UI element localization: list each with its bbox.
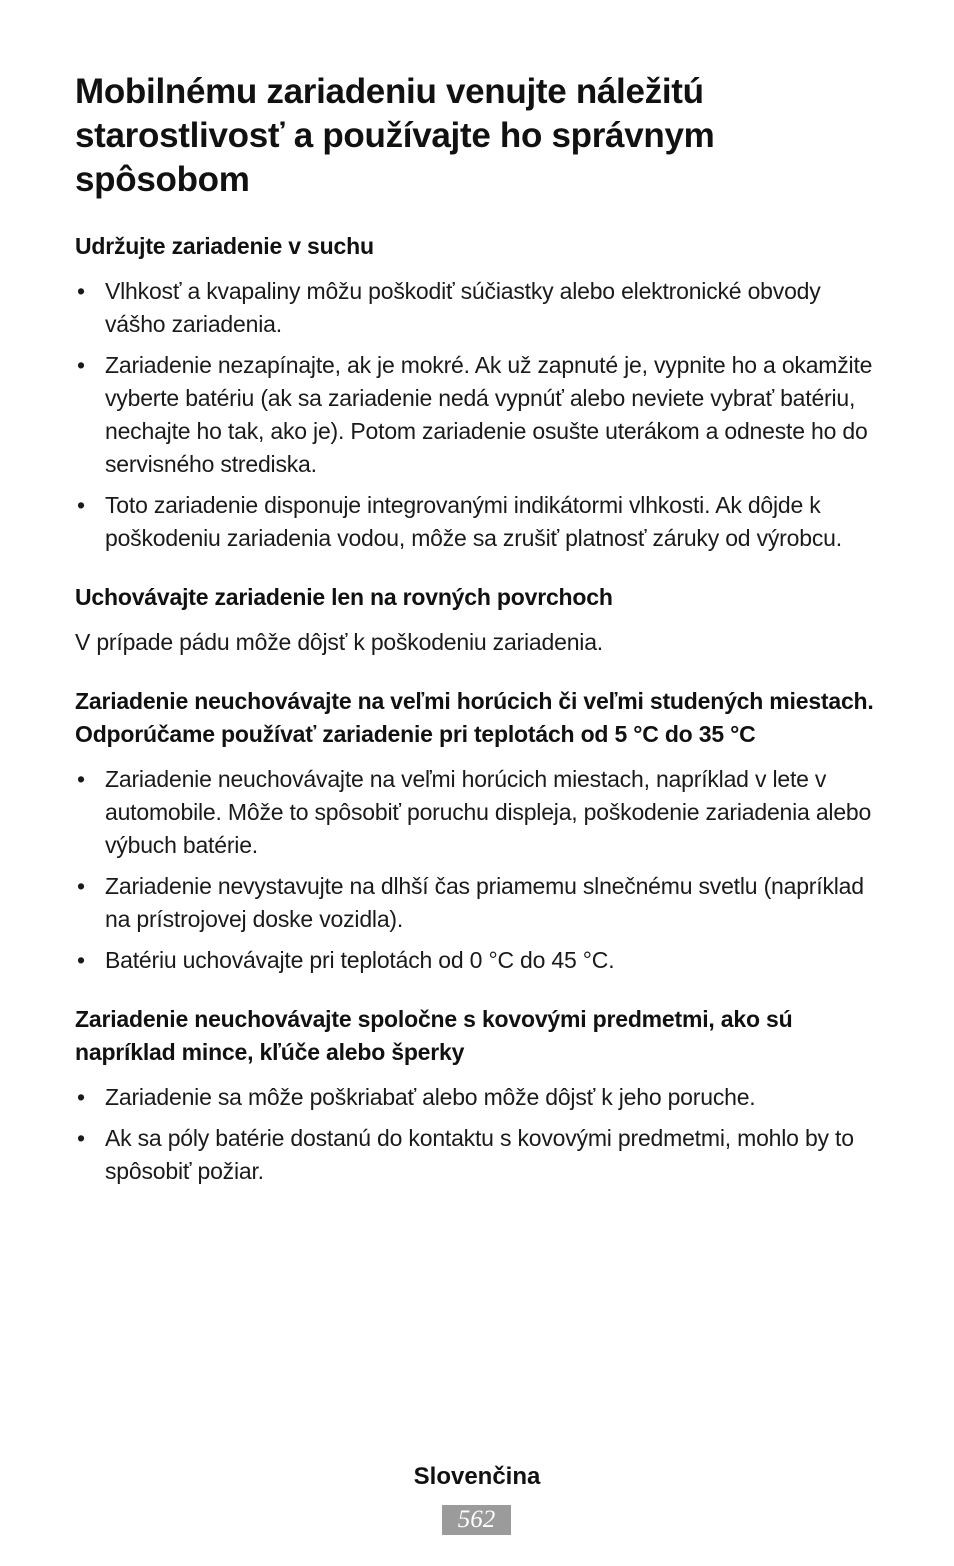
footer-language: Slovenčina xyxy=(413,1463,541,1490)
bullet-icon: • xyxy=(77,278,85,304)
list-item-text: Zariadenie nezapínajte, ak je mokré. Ak už zapnuté je, vypnite ho a okamžite vyberte batériu (ak sa zariadenie nedá vypnúť alebo neviete vybrať batériu, nechajte ho tak, ako je). Potom zariadenie osušte uterákom a odneste ho do servisného strediska. xyxy=(105,352,873,477)
list-item-text: Zariadenie neuchovávajte na veľmi horúcich miestach, napríklad v lete v automobile. Môže to spôsobiť poruchu displeja, poškodenie zariadenia alebo výbuch batérie. xyxy=(105,766,872,858)
document-page xyxy=(75,70,880,1188)
list-item-text: Toto zariadenie disponuje integrovanými indikátormi vlhkosti. Ak dôjde k poškodeniu zariadenia vodou, môže sa zrušiť platnosť záruky od výrobcu. xyxy=(105,492,842,551)
section-heading-flat-surfaces: Uchovávajte zariadenie len na rovných povrchoch xyxy=(75,584,613,610)
list-item xyxy=(75,763,880,862)
list-item xyxy=(75,1122,880,1188)
list-item xyxy=(75,1081,880,1114)
list-item xyxy=(75,489,880,555)
bullet-icon: • xyxy=(77,492,85,518)
section-heading-metal-objects: Zariadenie neuchovávajte spoločne s kovovými predmetmi, ako sú napríklad mince, kľúče alebo šperky xyxy=(75,1006,793,1065)
list-item-text: Ak sa póly batérie dostanú do kontaktu s kovovými predmetmi, mohlo by to spôsobiť požiar. xyxy=(105,1125,854,1184)
list-item-text: Batériu uchovávajte pri teplotách od 0 °C do 45 °C. xyxy=(105,947,615,973)
list-item-text: Zariadenie sa môže poškriabať alebo môže dôjsť k jeho poruche. xyxy=(105,1084,756,1110)
list-item-text: Zariadenie nevystavujte na dlhší čas priamemu slnečnému svetlu (napríklad na prístrojovej doske vozidla). xyxy=(105,873,864,932)
bullet-icon: • xyxy=(77,947,85,973)
page-number: 562 xyxy=(442,1505,511,1535)
bullet-icon: • xyxy=(77,873,85,899)
list-item xyxy=(75,275,880,341)
list-item xyxy=(75,944,880,977)
page-title: Mobilnému zariadeniu venujte náležitú starostlivosť a používajte ho správnym spôsobom xyxy=(75,72,715,199)
list-item xyxy=(75,870,880,936)
bullet-icon: • xyxy=(77,352,85,378)
bullet-list-temperature xyxy=(75,763,880,977)
bullet-icon: • xyxy=(77,1125,85,1151)
section-heading-temperature: Zariadenie neuchovávajte na veľmi horúcich či veľmi studených miestach. Odporúčame používať zariadenie pri teplotách od 5 °C do 35 °C xyxy=(75,688,874,747)
list-item-text: Vlhkosť a kvapaliny môžu poškodiť súčiastky alebo elektronické obvody vášho zariadenia. xyxy=(105,278,821,337)
list-item xyxy=(75,349,880,481)
section-paragraph: V prípade pádu môže dôjsť k poškodeniu zariadenia. xyxy=(75,629,603,655)
section-heading-keep-dry: Udržujte zariadenie v suchu xyxy=(75,233,374,259)
bullet-icon: • xyxy=(77,1084,85,1110)
bullet-icon: • xyxy=(77,766,85,792)
bullet-list-keep-dry xyxy=(75,275,880,555)
bullet-list-metal-objects xyxy=(75,1081,880,1188)
